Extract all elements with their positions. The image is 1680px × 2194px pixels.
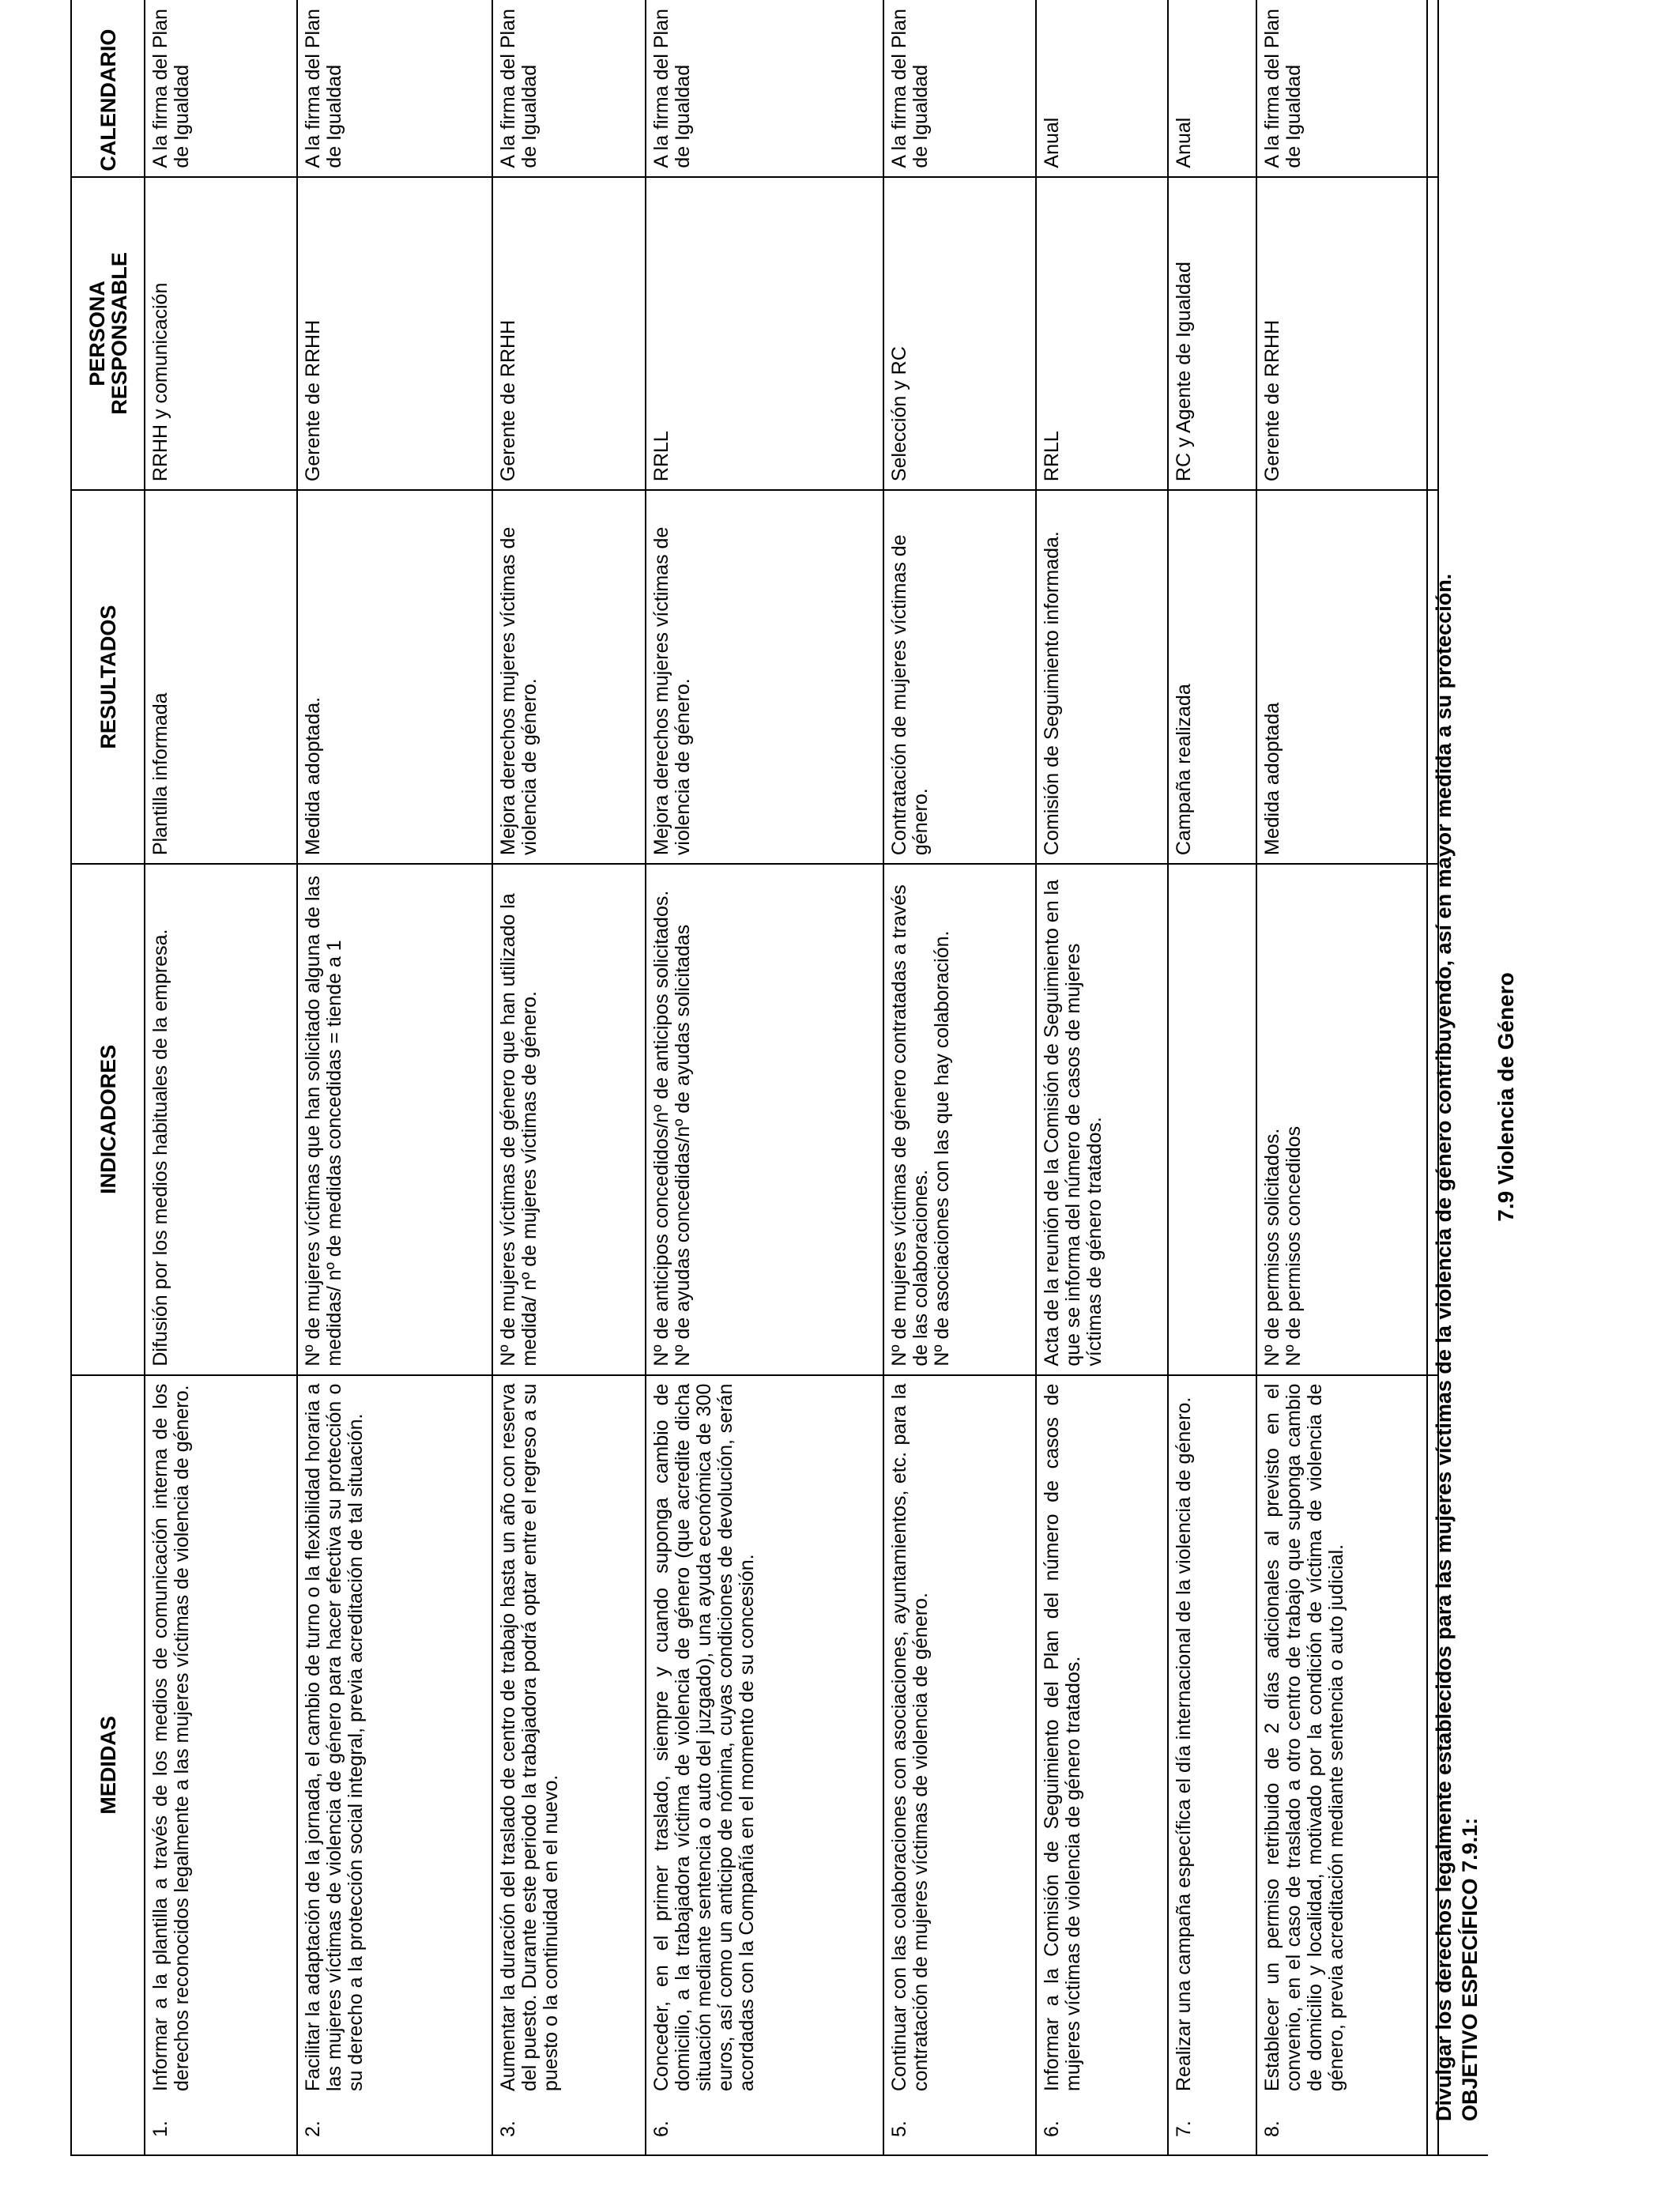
results-cell: Contratación de mujeres víctimas de género. (883, 490, 1036, 864)
indicators-cell (297, 864, 492, 1375)
table-row (646, 0, 883, 2155)
table-row (1256, 0, 1438, 2155)
measure-cell (145, 1375, 297, 2155)
indicator-line: Nº de mujeres víctimas de género contratadas a través de las colaboraciones. (888, 884, 932, 1367)
calendar-cell: Anual (1036, 0, 1168, 177)
measure-number: 6. (650, 2120, 672, 2137)
indicator-line: Nº de permisos concedidos (1283, 1125, 1305, 1367)
measure-cell (646, 1375, 883, 2155)
measure-text: Aumentar la duración del traslado de centro de trabajo hasta un año con reserva del puesto. Durante este periodo la trabajadora podrá optar entre el regreso a su puesto o la continuidad en el nuevo. (497, 1383, 562, 2091)
measure-text: Informar a la plantilla a través de los medios de comunicación interna de los derechos reconocidos legalmente a las mujeres víctimas de violencia de género. (149, 1383, 193, 2091)
responsible-cell: Gerente de RRHH (492, 177, 646, 491)
calendar-cell: A la firma del Plan de Igualdad (492, 0, 646, 177)
measure-item (651, 1384, 758, 2147)
header-responsible-line-2: RESPONSABLE (107, 252, 131, 415)
results-cell: Medida adoptada. (297, 490, 492, 864)
responsible-cell: RRLL (1036, 177, 1168, 491)
indicators-cell (1168, 864, 1256, 1375)
measure-number: 2. (302, 2120, 324, 2137)
measure-number: 5. (888, 2120, 910, 2137)
objective-text: Divulgar los derechos legalmente establecidos para las mujeres víctimas de la violencia de género contribuyendo, así en mayor medida a su protección. (1432, 573, 1456, 2121)
calendar-cell: Anual (1168, 0, 1256, 177)
indicator-line: Nº de mujeres víctimas de género que han utilizado la medida/ nº de mujeres víctimas de género. (497, 893, 541, 1367)
table-header-row (71, 0, 145, 2155)
indicator-line: Difusión por los medios habituales de la empresa. (149, 929, 171, 1367)
measure-cell (297, 1375, 492, 2155)
header-results: RESULTADOS (71, 490, 145, 864)
measure-number: 1. (149, 2120, 171, 2137)
measure-item (1262, 1384, 1347, 2147)
measure-cell (1036, 1375, 1168, 2155)
table-row (297, 0, 492, 2155)
measure-item (1042, 1384, 1084, 2147)
responsible-cell: RRLL (646, 177, 883, 491)
measure-text: Continuar con las colaboraciones con asociaciones, ayuntamientos, etc. para la contratación de mujeres víctimas de violencia de género. (888, 1383, 932, 2091)
indicator-line: Nº de ayudas concedidas/nº de ayudas solicitadas (672, 924, 694, 1367)
responsible-cell: RC y Agente de Igualdad (1168, 177, 1256, 491)
indicator-line: Nº de anticipos concedidos/nº de anticipos solicitados. (650, 890, 672, 1367)
measure-cell (883, 1375, 1036, 2155)
measure-number: 8. (1261, 2120, 1283, 2137)
measure-text: Establecer un permiso retribuido de 2 días adicionales al previsto en el convenio, en el caso de traslado a otro centro de trabajo que suponga cambio de domicilio y localidad, motivado por la condición de víctima de violencia de género, previa acreditación mediante sentencia o auto judicial. (1261, 1383, 1347, 2091)
indicator-line: Acta de la reunión de la Comisión de Seguimiento en la que se informa del número de casos de mujeres víctimas de género tratados. (1041, 879, 1106, 1367)
table-body (145, 0, 1438, 2155)
results-cell: Campaña realizada (1168, 490, 1256, 864)
indicators-cell (646, 864, 883, 1375)
calendar-cell: A la firma del Plan de Igualdad (646, 0, 883, 177)
header-responsible-line-1: PERSONA (85, 281, 109, 386)
measure-number: 6. (1041, 2120, 1063, 2137)
measure-number: 3. (497, 2120, 519, 2137)
measure-item (889, 1384, 932, 2147)
measure-text: Informar a la Comisión de Seguimiento del Plan del número de casos de mujeres víctimas de violencia de género tratados. (1041, 1383, 1084, 2091)
responsible-cell: RRHH y comunicación (145, 177, 297, 491)
calendar-cell: A la firma del Plan de Igualdad (883, 0, 1036, 177)
header-responsible (71, 177, 145, 491)
table-row (1036, 0, 1168, 2155)
measure-text: Facilitar la adaptación de la jornada, el cambio de turno o la flexibilidad horaria a las mujeres víctimas de violencia de género para hacer efectiva su protección o su derecho a la protección social integral, previa acreditación de tal situación. (302, 1383, 367, 2091)
measure-item (498, 1384, 562, 2147)
measure-text: Conceder, en el primer traslado, siempre y cuando suponga cambio de domicilio, a la trabajadora víctima de violencia de género (que acredite dicha situación mediante sentencia o auto del juzgado), una ayuda económica de 300 euros, así como un anticipo de nómina, cuyas condiciones de devolución, serán acordadas con la Compañía en el momento de su concesión. (650, 1383, 758, 2091)
responsible-cell: Gerente de RRHH (297, 177, 492, 491)
measure-cell (492, 1375, 646, 2155)
measure-item (150, 1384, 193, 2147)
measure-text: Realizar una campaña específica el día internacional de la violencia de género. (1173, 1397, 1195, 2091)
results-cell: Mejora derechos mujeres víctimas de violencia de género. (492, 490, 646, 864)
results-cell: Mejora derechos mujeres víctimas de violencia de género. (646, 490, 883, 864)
results-cell: Comisión de Seguimiento informada. (1036, 490, 1168, 864)
table-row (492, 0, 646, 2155)
indicators-cell (1036, 864, 1168, 1375)
measure-number: 7. (1173, 2120, 1195, 2137)
indicator-line: Nº de mujeres víctimas que han solicitado alguna de las medidas/ nº de medidas concedidas = tiende a 1 (302, 876, 345, 1367)
indicator-line: Nº de permisos solicitados. (1261, 1128, 1283, 1367)
header-indicators: INDICADORES (71, 864, 145, 1375)
calendar-cell: A la firma del Plan de Igualdad (145, 0, 297, 177)
responsible-cell: Gerente de RRHH (1256, 177, 1438, 491)
indicators-cell (883, 864, 1036, 1375)
responsible-cell: Selección y RC (883, 177, 1036, 491)
header-measures: MEDIDAS (71, 1375, 145, 2155)
header-calendar: CALENDARIO (71, 0, 145, 177)
indicators-cell (1256, 864, 1438, 1375)
calendar-cell: A la firma del Plan de Igualdad (297, 0, 492, 177)
measure-item (303, 1384, 367, 2147)
results-cell: Plantilla informada (145, 490, 297, 864)
section-title: 7.9 Violencia de Género (1494, 972, 1518, 1222)
table-row (883, 0, 1036, 2155)
measure-cell (1168, 1375, 1256, 2155)
indicator-line: Nº de asociaciones con las que hay colaboración. (931, 930, 953, 1367)
measure-item (1173, 1384, 1195, 2147)
calendar-cell: A la firma del Plan de Igualdad (1256, 0, 1438, 177)
indicators-cell (145, 864, 297, 1375)
indicators-cell (492, 864, 646, 1375)
measures-table (70, 0, 1439, 2156)
table-row (1168, 0, 1256, 2155)
measure-cell (1256, 1375, 1438, 2155)
table-row (145, 0, 297, 2155)
results-cell: Medida adoptada (1256, 490, 1438, 864)
objective-label: OBJETIVO ESPECÍFICO 7.9.1: (1458, 1817, 1482, 2121)
